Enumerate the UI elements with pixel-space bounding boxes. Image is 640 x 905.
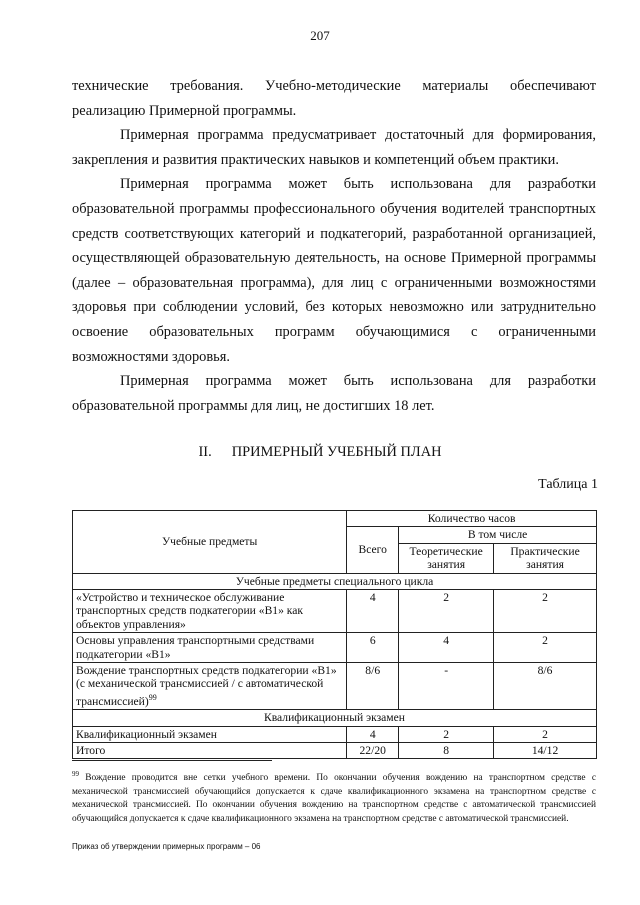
row-theory: 4	[399, 633, 494, 663]
row-subject: Основы управления транспортными средствами подкатегории «В1»	[73, 633, 347, 663]
footnote-text: Вождение проводится вне сетки учебного времени. По окончании обучения вождению на транспортном средстве с механической трансмиссией обучающийся допускается к сдаче квалификационного экзамена на транспортном средстве с механической трансмиссией. По окончании обучения вождению на транспортном средстве с автоматической трансмиссией обучающийся допускается к сдаче квалификационного экзамена на транспортном средстве с автоматической трансмиссией.	[72, 773, 596, 824]
row-subject-text: Вождение транспортных средств подкатегории «В1» (с механической трансмиссией / с автоматической трансмиссией)	[76, 664, 337, 708]
page-number: 207	[310, 28, 330, 43]
paragraph-3: Примерная программа может быть использована для разработки образовательной программы профессионального обучения водителей транспортных средств соответствующих категорий и подкатегорий, разработанной организацией, осуществляющей образовательную деятельность, на основе Примерной программы (далее – образовательная программа), для лиц с ограниченными возможностями здоровья при соблюдении условий, без которых невозможно или затруднительно освоение образовательных программ обучающимися с ограниченными возможностями здоровья.	[72, 176, 596, 365]
header-theory: Теоретические занятия	[399, 543, 494, 573]
row-practice: 2	[494, 726, 597, 742]
row-theory: 2	[399, 726, 494, 742]
row-subject: «Устройство и техническое обслуживание транспортных средств подкатегории «В1» как объектов управления»	[73, 590, 347, 633]
table-row	[73, 726, 597, 742]
section-number: II.	[198, 444, 212, 460]
header-subjects: Учебные предметы	[73, 511, 347, 574]
row-total: 8/6	[347, 663, 399, 710]
group-exam: Квалификационный экзамен	[73, 710, 597, 726]
row-practice: 14/12	[494, 742, 597, 758]
row-practice: 2	[494, 590, 597, 633]
footnote-divider	[72, 760, 272, 761]
row-subject: Квалификационный экзамен	[73, 726, 347, 742]
section-title	[0, 444, 640, 461]
row-total: 22/20	[347, 742, 399, 758]
row-total: 4	[347, 590, 399, 633]
row-theory: 8	[399, 742, 494, 758]
row-theory: 2	[399, 590, 494, 633]
row-subject	[73, 663, 347, 710]
document-reference: Приказ об утверждении примерных программ – 06	[72, 842, 261, 851]
table-row-total	[73, 742, 597, 758]
header-practice: Практические занятия	[494, 543, 597, 573]
row-total: 6	[347, 633, 399, 663]
footnote-mark: 99	[72, 770, 79, 778]
footnote	[72, 768, 596, 827]
header-total: Всего	[347, 527, 399, 573]
paragraph-4: Примерная программа может быть использована для разработки образовательной программы для лиц, не достигших 18 лет.	[72, 373, 596, 414]
curriculum-table	[72, 510, 597, 759]
table-row	[73, 633, 597, 663]
row-subject: Итого	[73, 742, 347, 758]
body-text	[72, 74, 596, 418]
row-theory: -	[399, 663, 494, 710]
footnote-ref: 99	[148, 692, 157, 702]
row-practice: 2	[494, 633, 597, 663]
row-practice: 8/6	[494, 663, 597, 710]
paragraph-2: Примерная программа предусматривает достаточный для формирования, закрепления и развития практических навыков и компетенций объем практики.	[72, 127, 596, 168]
table-row	[73, 590, 597, 633]
row-total: 4	[347, 726, 399, 742]
table-label: Таблица 1	[538, 477, 598, 492]
header-hours: Количество часов	[347, 511, 597, 527]
paragraph-1: технические требования. Учебно-методические материалы обеспечивают реализацию Примерной программы.	[72, 78, 596, 119]
table-row	[73, 663, 597, 710]
group-special-cycle: Учебные предметы специального цикла	[73, 573, 597, 589]
section-heading: ПРИМЕРНЫЙ УЧЕБНЫЙ ПЛАН	[231, 444, 442, 460]
header-including: В том числе	[399, 527, 597, 543]
